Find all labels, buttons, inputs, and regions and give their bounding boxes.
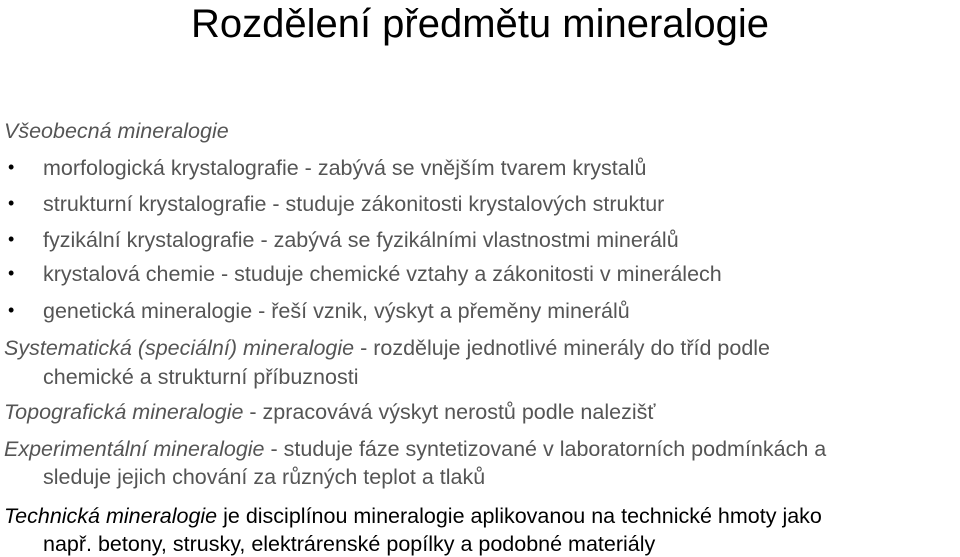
topographic-line [4, 399, 655, 425]
topographic-text: - zpracovává výskyt nerostů podle nalezišť [243, 400, 656, 424]
experimental-line-1 [4, 436, 956, 462]
bullet-item: morfologická krystalografie - zabývá se vnějším tvarem krystalů [43, 156, 647, 180]
technical-text-1: je disciplínou mineralogie aplikovanou na technické hmoty jako [217, 504, 822, 528]
bullet-marker: • [8, 193, 15, 213]
experimental-line-2: sleduje jejich chování za různých teplot a tlaků [43, 465, 486, 489]
experimental-text-1: - studuje fáze syntetizované v laboratorních podmínkách a [264, 437, 827, 461]
systematic-term: Systematická (speciální) mineralogie [4, 336, 355, 360]
bullet-item: genetická mineralogie - řeší vznik, výskyt a přeměny minerálů [43, 299, 630, 323]
experimental-term: Experimentální mineralogie [4, 437, 265, 461]
bullet-marker: • [8, 263, 15, 283]
systematic-text-1: - rozděluje jednotlivé minerály do tříd podle [354, 336, 771, 360]
general-heading: Všeobecná mineralogie [4, 119, 229, 143]
technical-line-2: např. betony, strusky, elektrárenské popílky a podobné materiály [43, 532, 656, 556]
technical-term: Technická mineralogie [4, 504, 218, 528]
technical-line-1 [4, 503, 956, 529]
bullet-marker: • [8, 300, 15, 320]
systematic-line-2: chemické a strukturní příbuznosti [43, 365, 359, 389]
bullet-marker: • [8, 157, 15, 177]
bullet-item: krystalová chemie - studuje chemické vztahy a zákonitosti v minerálech [43, 262, 722, 286]
systematic-line-1 [4, 335, 956, 361]
page-title: Rozdělení předmětu mineralogie [190, 2, 770, 46]
bullet-marker: • [8, 229, 15, 249]
bullet-item: fyzikální krystalografie - zabývá se fyzikálními vlastnostmi minerálů [43, 228, 679, 252]
topographic-term: Topografická mineralogie [4, 400, 244, 424]
bullet-item: strukturní krystalografie - studuje zákonitosti krystalových struktur [43, 192, 665, 216]
